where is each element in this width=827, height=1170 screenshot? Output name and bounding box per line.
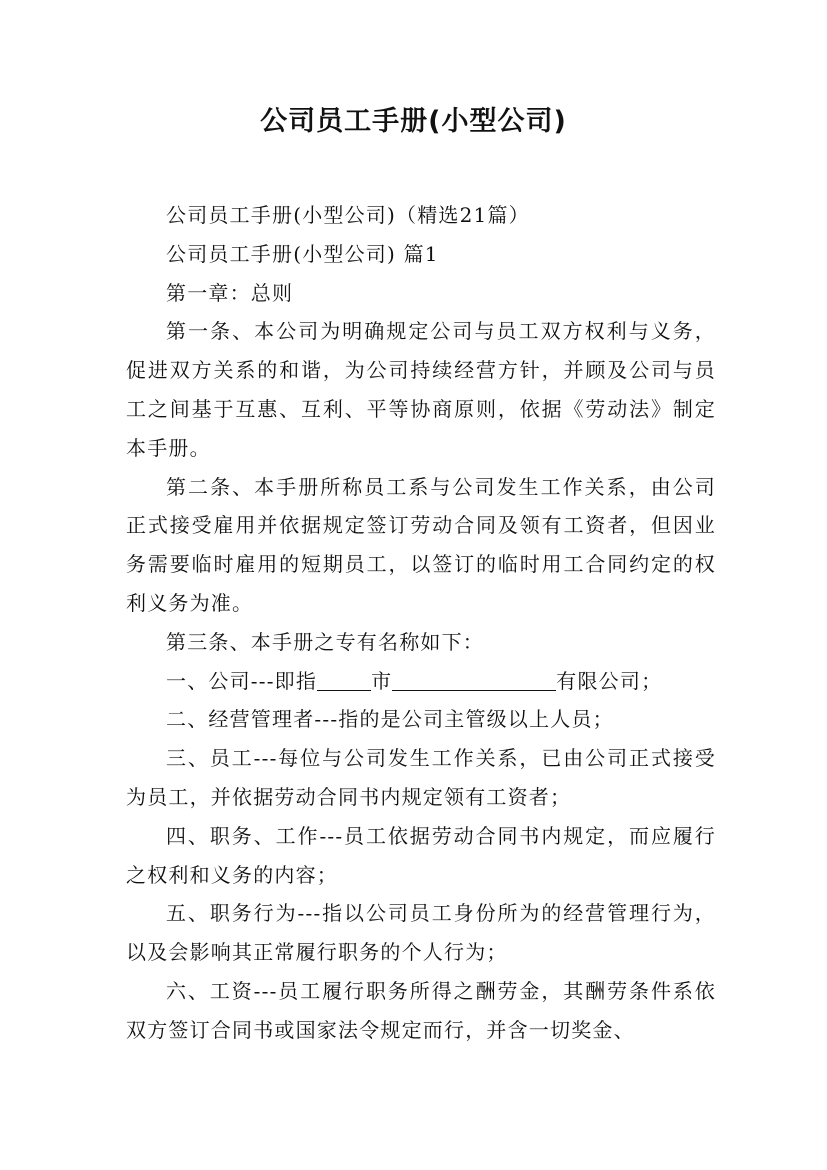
paragraph-collection-title: 公司员工手册(小型公司)（精选21篇） (166, 203, 530, 227)
paragraph-article-3: 第三条、本手册之专有名称如下： (166, 629, 484, 654)
paragraph-article-2: 第二条、本手册所称员工系与公司发生工作关系，由公司正式接受雇用并依据规定签订劳动合同及领有工资者，但因业务需要临时雇用的短期员工，以签订的临时用工合同约定的权利义务为准。 (126, 474, 716, 615)
document-body (126, 196, 716, 1050)
paragraph-section-heading: 公司员工手册(小型公司) 篇1 (166, 241, 439, 266)
paragraph-definition-employee: 三、员工---每位与公司发生工作关系，已由公司正式接受为员工，并依据劳动合同书内规定领有工资者； (126, 746, 716, 809)
city-blank (317, 670, 371, 691)
document-title: 公司员工手册(小型公司) (260, 106, 567, 137)
company-line-prefix: 一、公司---即指 (166, 668, 318, 693)
paragraph-chapter-heading: 第一章：总则 (166, 280, 294, 305)
company-name-blank (392, 670, 556, 691)
paragraph-definition-duty: 四、职务、工作---员工依据劳动合同书内规定，而应履行之权利和义务的内容； (126, 823, 716, 887)
paragraph-definition-salary: 六、工资---员工履行职务所得之酬劳金，其酬劳条件系依双方签订合同书或国家法令规定而行，并含一切奖金、 (126, 978, 716, 1042)
paragraph-definition-manager: 二、经营管理者---指的是公司主管级以上人员； (166, 707, 614, 732)
paragraph-definition-conduct: 五、职务行为---指以公司员工身份所为的经营管理行为，以及会影响其正常履行职务的个人行为； (126, 901, 716, 965)
paragraph-article-1: 第一条、本公司为明确规定公司与员工双方权利与义务，促进双方关系的和谐，为公司持续经营方针，并顾及公司与员工之间基于互惠、互利、平等协商原则，依据《劳动法》制定本手册。 (126, 319, 716, 460)
company-line-end: 有限公司； (556, 668, 663, 693)
company-line-city: 市 (371, 668, 393, 693)
paragraph-definition-company (126, 662, 716, 701)
